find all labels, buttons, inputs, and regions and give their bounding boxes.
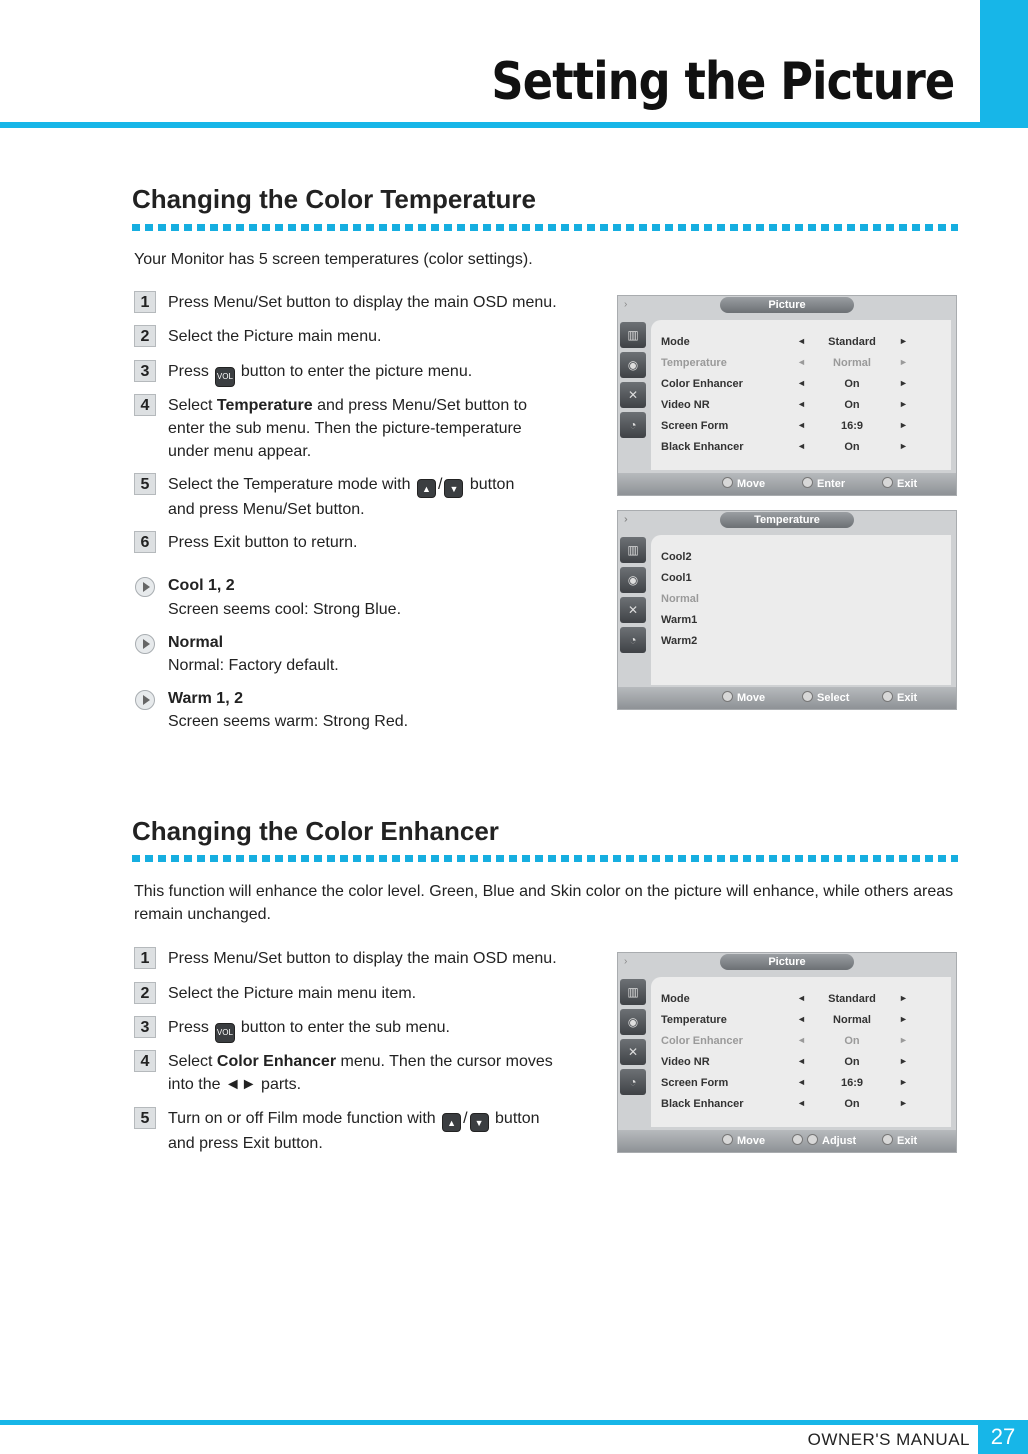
tools-icon: ✕ — [620, 382, 646, 408]
osd-footer — [618, 473, 956, 495]
option-text: Screen seems warm: Strong Red. — [168, 713, 409, 730]
header-accent-tab — [980, 0, 1028, 128]
osd-title: Picture — [720, 954, 854, 970]
picture-icon: ▥ — [620, 979, 646, 1005]
step-text-post: button to enter the sub menu. — [240, 1019, 450, 1036]
step-number: 3 — [134, 360, 156, 382]
slash: / — [437, 476, 443, 493]
bullet-icon — [135, 634, 155, 654]
step-text: Press Menu/Set button to display the main OSD menu. — [168, 294, 557, 311]
step-text-pre: Press — [168, 1019, 209, 1036]
page-title: Setting the Picture — [490, 52, 954, 112]
bullet-icon — [135, 690, 155, 710]
osd-sidebar — [620, 322, 648, 442]
osd-panel — [651, 320, 951, 470]
option-title: Cool 1, 2 — [168, 577, 235, 594]
up-button-icon: ▲ — [417, 479, 436, 498]
step-text-line2: enter the sub menu. Then the picture-temperature — [168, 420, 522, 437]
step-text — [168, 1050, 553, 1096]
section-divider — [132, 855, 958, 862]
section-title-color-temperature: Changing the Color Temperature — [132, 184, 536, 214]
osd-item[interactable]: Warm2 — [661, 635, 698, 647]
down-button-icon: ▼ — [470, 1113, 489, 1132]
osd-footer — [618, 1130, 956, 1152]
osd-row[interactable]: Mode ◄ Standard ► — [661, 336, 908, 348]
osd-adjust-hint: Adjust — [792, 1134, 856, 1147]
vol-button-icon: VOL — [215, 367, 235, 387]
option-title: Warm 1, 2 — [168, 690, 243, 707]
section-title-color-enhancer: Changing the Color Enhancer — [132, 816, 499, 846]
osd-row[interactable]: Video NR ◄ On ► — [661, 1056, 908, 1068]
step-text-post: menu. Then the cursor moves — [336, 1053, 553, 1070]
option-text: Screen seems cool: Strong Blue. — [168, 601, 402, 618]
osd-title: Picture — [720, 297, 854, 313]
osd-row[interactable]: Black Enhancer ◄ On ► — [661, 441, 908, 453]
picture-icon: ▥ — [620, 537, 646, 563]
step-number: 2 — [134, 982, 156, 1004]
osd-row[interactable]: Black Enhancer ◄ On ► — [661, 1098, 908, 1110]
osd-exit-hint: Exit — [882, 1134, 917, 1147]
bullet-icon — [135, 577, 155, 597]
section-intro: This function will enhance the color level. Green, Blue and Skin color on the picture will enhance, while others areas remain unchanged. — [134, 883, 954, 923]
section-intro: Your Monitor has 5 screen temperatures (color settings). — [134, 251, 533, 268]
step-text — [168, 1016, 450, 1043]
osd-row-selected[interactable]: Color Enhancer ◄ On ► — [661, 1035, 908, 1047]
osd-picture-menu-enhancer — [617, 952, 957, 1153]
osd-select-hint: Select — [802, 691, 849, 704]
footer-label: OWNER'S MANUAL — [807, 1430, 970, 1449]
clock-icon: ◔ — [620, 412, 646, 438]
osd-move-hint: Move — [722, 477, 765, 490]
osd-sidebar — [620, 979, 648, 1099]
up-button-icon: ▲ — [442, 1113, 461, 1132]
step-text-pre: Press — [168, 363, 209, 380]
step-text-line3: under menu appear. — [168, 443, 312, 460]
step-text: Press Menu/Set button to display the main OSD menu. — [168, 950, 557, 967]
osd-move-hint: Move — [722, 691, 765, 704]
osd-exit-hint: Exit — [882, 477, 917, 490]
step-text-post: and press Menu/Set button to — [312, 397, 528, 414]
page-number: 27 — [990, 1424, 1016, 1449]
step-number: 2 — [134, 325, 156, 347]
step-text-post: button — [469, 476, 515, 493]
osd-enter-hint: Enter — [802, 477, 845, 490]
step-number: 1 — [134, 291, 156, 313]
clock-icon: ◔ — [620, 627, 646, 653]
osd-footer — [618, 687, 956, 709]
osd-item-selected[interactable]: Normal — [661, 593, 699, 605]
step-text: Press Exit button to return. — [168, 534, 358, 551]
option-title: Normal — [168, 634, 224, 651]
osd-arrow-icon: ›› — [624, 514, 625, 525]
osd-sidebar — [620, 537, 648, 657]
osd-row[interactable]: Screen Form ◄ 16:9 ► — [661, 420, 908, 432]
step-number: 5 — [134, 1107, 156, 1129]
sound-icon: ◉ — [620, 567, 646, 593]
osd-row[interactable]: Temperature ◄ Normal ► — [661, 1014, 908, 1026]
header-rule — [0, 122, 1028, 128]
footer-rule — [0, 1420, 1028, 1425]
osd-picture-menu — [617, 295, 957, 496]
step-number: 5 — [134, 473, 156, 495]
osd-row[interactable]: Video NR ◄ On ► — [661, 399, 908, 411]
step-text-bold: Temperature — [216, 397, 313, 414]
step-text-post: button — [495, 1110, 540, 1127]
osd-panel — [651, 535, 951, 685]
osd-title: Temperature — [720, 512, 854, 528]
sound-icon: ◉ — [620, 352, 646, 378]
down-button-icon: ▼ — [444, 479, 463, 498]
osd-row-selected[interactable]: Temperature ◄ Normal ► — [661, 357, 908, 369]
osd-row[interactable]: Color Enhancer ◄ On ► — [661, 378, 908, 390]
step-number: 3 — [134, 1016, 156, 1038]
step-number: 4 — [134, 1050, 156, 1072]
osd-exit-hint: Exit — [882, 691, 917, 704]
step-number: 6 — [134, 531, 156, 553]
step-text-line2: and press Menu/Set button. — [168, 501, 365, 518]
osd-panel — [651, 977, 951, 1127]
section-divider — [132, 224, 958, 231]
step-text — [168, 473, 514, 521]
osd-row[interactable]: Screen Form ◄ 16:9 ► — [661, 1077, 908, 1089]
osd-temperature-menu — [617, 510, 957, 710]
step-text — [168, 1107, 540, 1155]
step-number: 4 — [134, 394, 156, 416]
osd-move-hint: Move — [722, 1134, 765, 1147]
step-text-line2: and press Exit button. — [168, 1135, 323, 1152]
step-text — [168, 394, 527, 463]
osd-item[interactable]: Cool2 — [661, 551, 692, 563]
step-text-pre: Select — [168, 397, 217, 414]
step-text-pre: Turn on or off Film mode function with — [168, 1110, 436, 1127]
picture-icon: ▥ — [620, 322, 646, 348]
clock-icon: ◔ — [620, 1069, 646, 1095]
step-text — [168, 360, 472, 387]
vol-button-icon: VOL — [215, 1023, 235, 1043]
step-number: 1 — [134, 947, 156, 969]
tools-icon: ✕ — [620, 597, 646, 623]
osd-item[interactable]: Cool1 — [661, 572, 692, 584]
osd-row[interactable]: Mode ◄ Standard ► — [661, 993, 908, 1005]
step-text-bold: Color Enhancer — [216, 1053, 337, 1070]
step-text-pre: Select the Temperature mode with — [168, 476, 411, 493]
sound-icon: ◉ — [620, 1009, 646, 1035]
slash: / — [463, 1110, 468, 1127]
step-text-line2: into the ◄► parts. — [168, 1076, 302, 1093]
step-text-pre: Select — [168, 1053, 217, 1070]
option-text: Normal: Factory default. — [168, 657, 339, 674]
tools-icon: ✕ — [620, 1039, 646, 1065]
step-text-post: button to enter the picture menu. — [240, 363, 473, 380]
step-text: Select the Picture main menu. — [168, 328, 382, 345]
osd-item[interactable]: Warm1 — [661, 614, 698, 626]
step-text: Select the Picture main menu item. — [168, 985, 417, 1002]
